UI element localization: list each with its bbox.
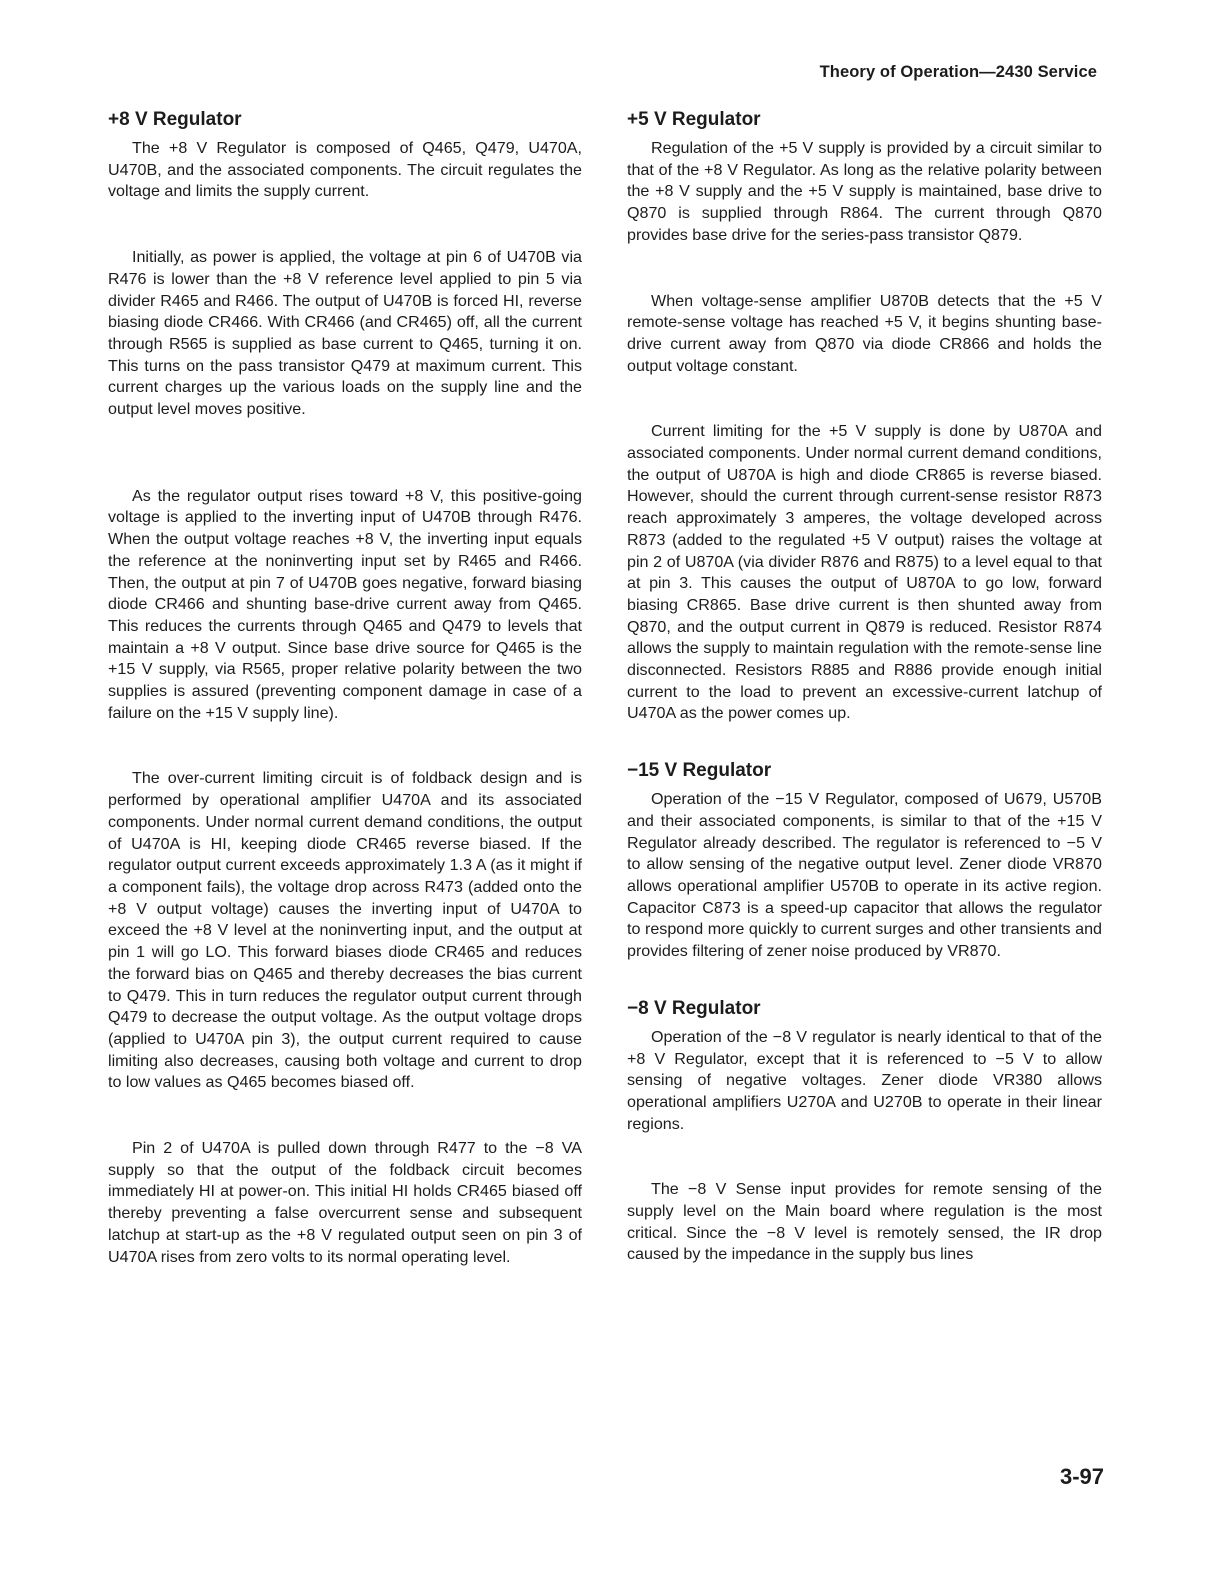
right-column <box>627 108 1102 1266</box>
paragraph: Initially, as power is applied, the voltage at pin 6 of U470B via R476 is lower than the +8 V reference level applied to pin 5 via divider R465 and R466. The output of U470B is forced HI, reverse biasing diode CR466. With CR466 (and CR465) off, all the current through R565 is supplied as base current to Q465, turning it on. This turns on the pass transistor Q479 at maximum current. This current charges up the various loads on the supply line and the output level moves positive. <box>108 248 582 419</box>
paragraph: Pin 2 of U470A is pulled down through R477 to the −8 VA supply so that the output of the foldback circuit becomes immediately HI at power-on. This initial HI holds CR465 biased off thereby preventing a false overcurrent sense and subsequent latchup at start-up as the +8 V regulated output seen on pin 3 of U470A rises from zero volts to its normal operating level. <box>108 1139 582 1266</box>
paragraph: The −8 V Sense input provides for remote sensing of the supply level on the Main board where regulation is the most critical. Since the −8 V level is remotely sensed, the IR drop caused by the impedance in the supply bus lines <box>627 1180 1102 1264</box>
paragraph: As the regulator output rises toward +8 V, this positive-going voltage is applied to the inverting input of U470B through R476. When the output voltage reaches +8 V, the inverting input equals the reference at the noninverting input set by R465 and R466. Then, the output at pin 7 of U470B goes negative, forward biasing diode CR466 and shunting base-drive current away from Q465. This reduces the currents through Q465 and Q479 to levels that maintain a +8 V output. Since base drive source for Q465 is the +15 V supply, via R565, proper relative polarity between the two supplies is assured (preventing component damage in case of a failure on the +15 V supply line). <box>108 486 582 722</box>
paragraph: Current limiting for the +5 V supply is done by U870A and associated components. Under normal current demand conditions, the output of U870A is high and diode CR865 is reverse biased. However, should the current through current-sense resistor R873 reach approximately 3 amperes, the voltage developed across R873 (added to the regulated +5 V output) raises the voltage at pin 2 of U870A (via divider R876 and R875) to a level equal to that at pin 3. This causes the output of U870A to go low, forward biasing CR865. Base drive current is then shunted away from Q870, and the output current in Q879 is reduced. Resistor R874 allows the supply to maintain regulation with the remote-sense line disconnected. Resistors R885 and R886 provide enough initial current to the load to prevent an excessive-current latchup of U470A as the power comes up. <box>627 422 1102 723</box>
section-heading-plus8v: +8 V Regulator <box>108 109 242 130</box>
paragraph: Operation of the −8 V regulator is nearly identical to that of the +8 V Regulator, except that it is referenced to −5 V to allow sensing of negative voltages. Zener diode VR380 allows operational amplifiers U270A and U270B to operate in their linear regions. <box>627 1027 1102 1133</box>
paragraph: When voltage-sense amplifier U870B detects that the +5 V remote-sense voltage has reached +5 V, it begins shunting base-drive current away from Q870 via diode CR866 and holds the output voltage constant. <box>627 291 1102 375</box>
section-heading-minus8v: −8 V Regulator <box>627 997 761 1019</box>
section-heading-plus5v: +5 V Regulator <box>627 109 761 130</box>
left-column <box>108 108 582 1268</box>
paragraph: The over-current limiting circuit is of foldback design and is performed by operational amplifier U470A and its associated components. Under normal current demand conditions, the output of U470A is HI, keeping diode CR465 reverse biased. If the regulator output current exceeds approximately 1.3 A (as it might if a component fails), the voltage drop across R473 (added onto the +8 V output voltage) causes the inverting input of U470A to exceed the +8 V level at the noninverting input, and the output at pin 1 will go LO. This forward biases diode CR465 and reduces the forward bias on Q465 and thereby decreases the bias current to Q479. This in turn reduces the regulator output current through Q479 to decrease the output voltage. As the output voltage drops (applied to U470A pin 3), the output current required to cause limiting also decreases, causing both voltage and current to drop to low values as Q465 becomes biased off. <box>108 769 582 1092</box>
paragraph: Operation of the −15 V Regulator, composed of U679, U570B and their associated components, is similar to that of the +15 V Regulator already described. The regulator is referenced to −5 V to allow sensing of the negative output level. Zener diode VR870 allows operational amplifier U570B to operate in its active region. Capacitor C873 is a speed-up capacitor that allows the regulator to respond more quickly to current surges and other transients and provides filtering of zener noise produced by VR870. <box>627 790 1102 961</box>
page-number: 3-97 <box>1059 1464 1104 1489</box>
running-header: Theory of Operation—2430 Service <box>819 63 1097 81</box>
paragraph: The +8 V Regulator is composed of Q465, Q479, U470A, U470B, and the associated components. The circuit regulates the voltage and limits the supply current. <box>108 139 582 201</box>
section-heading-minus15v: −15 V Regulator <box>627 760 772 782</box>
paragraph: Regulation of the +5 V supply is provided by a circuit similar to that of the +8 V Regulator. As long as the relative polarity between the +8 V supply and the +5 V supply is maintained, base drive to Q870 is supplied through R864. The current through Q870 provides base drive for the series-pass transistor Q879. <box>627 139 1102 244</box>
